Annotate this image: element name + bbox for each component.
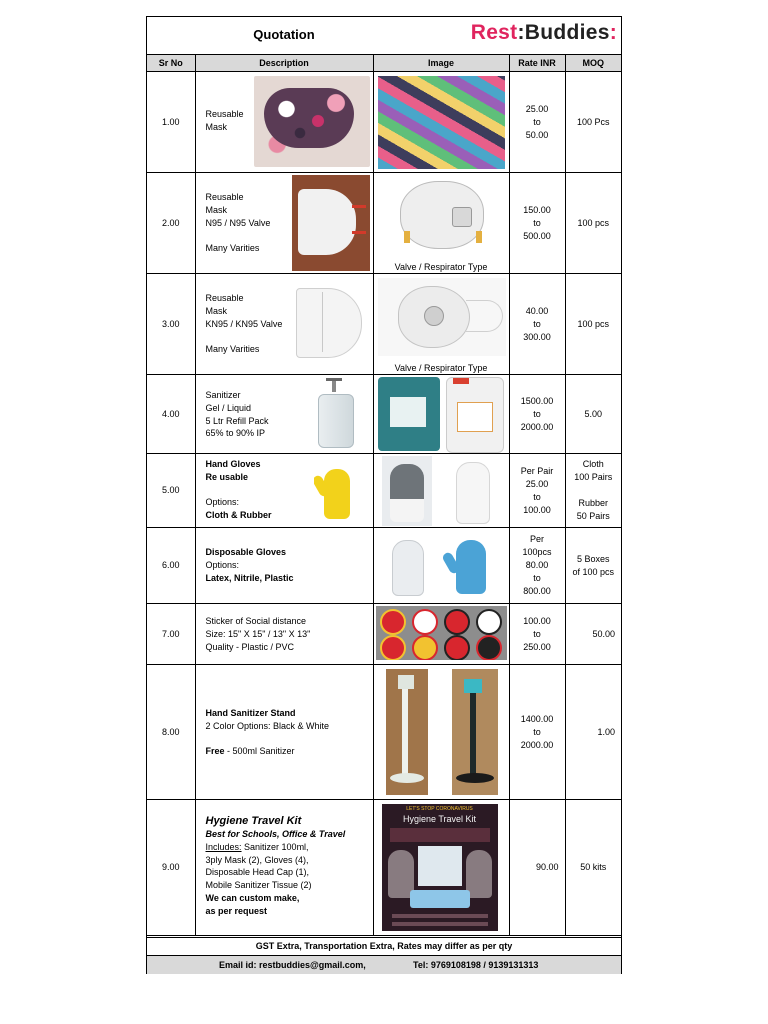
page-title: Quotation xyxy=(253,27,315,42)
image-cell xyxy=(373,72,509,173)
moq-cell: 1.00 xyxy=(565,665,621,800)
description-cell: Reusable Mask KN95 / KN95 Valve Many Varities xyxy=(195,274,373,375)
blue-nitrile-glove-image xyxy=(442,532,500,598)
moq-cell: 50 kits xyxy=(565,800,621,936)
image-cell xyxy=(373,274,509,375)
image-cell xyxy=(373,800,509,936)
image-caption: Valve / Respirator Type xyxy=(394,262,488,272)
sr-no-cell: 1.00 xyxy=(147,72,195,173)
image-cell xyxy=(373,173,509,274)
brand-logo: Rest:Buddies: xyxy=(470,21,617,44)
yellow-rubber-glove-image xyxy=(314,457,358,523)
rate-cell: 100.00 to 250.00 xyxy=(509,604,565,665)
sr-no-cell: 9.00 xyxy=(147,800,195,936)
description-cell: Hygiene Travel Kit Best for Schools, Office & Travel Includes: Sanitizer 100ml, 3ply Mask (2), Gloves (4), Disposable Head Cap (1), Mobile Sanitizer Tissue (2) We can custom make, as per request xyxy=(195,800,373,936)
description-cell: Sticker of Social distance Size: 15" X 15" / 13" X 13" Quality - Plastic / PVC xyxy=(195,604,373,665)
table-row xyxy=(147,454,621,528)
contact-bar xyxy=(147,955,621,974)
rate-cell: Per 100pcs 80.00 to 800.00 xyxy=(509,528,565,604)
plastic-glove-image xyxy=(380,532,436,598)
table-row xyxy=(147,375,621,454)
description-cell: Disposable Gloves Options: Latex, Nitrile, Plastic xyxy=(195,528,373,604)
quotation-sheet xyxy=(146,16,622,974)
image-cell xyxy=(373,528,509,604)
moq-cell: 100 pcs xyxy=(565,173,621,274)
email-text: Email id: restbuddies@gmail.com, xyxy=(219,960,366,970)
white-sanitizer-stand-image xyxy=(386,669,428,795)
sr-no-cell: 8.00 xyxy=(147,665,195,800)
floor-stickers-image xyxy=(376,606,507,660)
sr-no-cell: 3.00 xyxy=(147,274,195,375)
col-sr-no: Sr No xyxy=(147,55,195,72)
white-canister-image xyxy=(446,377,504,453)
table-row xyxy=(147,274,621,375)
rate-cell: 90.00 xyxy=(509,800,565,936)
white-cloth-glove-image xyxy=(446,456,498,526)
moq-cell: Cloth 100 Pairs Rubber 50 Pairs xyxy=(565,454,621,528)
sr-no-cell: 5.00 xyxy=(147,454,195,528)
description-cell: Sanitizer Gel / Liquid 5 Ltr Refill Pack 65% to 90% IP xyxy=(195,375,373,454)
moq-cell: 50.00 xyxy=(565,604,621,665)
table-row xyxy=(147,665,621,800)
sr-no-cell: 2.00 xyxy=(147,173,195,274)
col-image: Image xyxy=(373,55,509,72)
image-cell xyxy=(373,454,509,528)
sr-no-cell: 6.00 xyxy=(147,528,195,604)
n95-mask-image xyxy=(292,175,370,271)
black-sanitizer-stand-image xyxy=(452,669,498,795)
image-cell xyxy=(373,604,509,665)
image-cell xyxy=(373,375,509,454)
quotation-table xyxy=(147,54,621,936)
moq-cell: 100 Pcs xyxy=(565,72,621,173)
table-row xyxy=(147,72,621,173)
sr-no-cell: 4.00 xyxy=(147,375,195,454)
rate-cell: 40.00 to 300.00 xyxy=(509,274,565,375)
moq-cell: 5 Boxes of 100 pcs xyxy=(565,528,621,604)
sheet-header xyxy=(147,17,621,55)
table-row xyxy=(147,173,621,274)
col-moq: MOQ xyxy=(565,55,621,72)
col-rate: Rate INR xyxy=(509,55,565,72)
grey-coated-glove-image xyxy=(382,456,432,526)
rate-cell: 25.00 to 50.00 xyxy=(509,72,565,173)
sr-no-cell: 7.00 xyxy=(147,604,195,665)
moq-cell: 100 pcs xyxy=(565,274,621,375)
description-cell: Reusable Mask xyxy=(195,72,373,173)
description-cell: Hand Sanitizer Stand 2 Color Options: Black & White Free - 500ml Sanitizer xyxy=(195,665,373,800)
description-cell: Reusable Mask N95 / N95 Valve Many Varities xyxy=(195,173,373,274)
footer-note: GST Extra, Transportation Extra, Rates may differ as per qty xyxy=(147,937,621,955)
description-cell: Hand Gloves Re usable Options: Cloth & Rubber xyxy=(195,454,373,528)
rate-cell: Per Pair 25.00 to 100.00 xyxy=(509,454,565,528)
kn95-mask-image xyxy=(292,282,370,366)
col-description: Description xyxy=(195,55,373,72)
floral-mask-image xyxy=(254,76,370,167)
table-row xyxy=(147,800,621,936)
table-row xyxy=(147,604,621,665)
phone-text: Tel: 9769108198 / 9139131313 xyxy=(413,960,539,970)
table-row xyxy=(147,528,621,604)
pump-bottle-image xyxy=(314,378,360,451)
rate-cell: 1500.00 to 2000.00 xyxy=(509,375,565,454)
teal-canister-image xyxy=(378,377,440,451)
table-header-row xyxy=(147,55,621,72)
image-cell xyxy=(373,665,509,800)
image-caption: Valve / Respirator Type xyxy=(394,363,488,373)
moq-cell: 5.00 xyxy=(565,375,621,454)
kn95-valve-mask-image xyxy=(378,278,506,356)
cloth-masks-image xyxy=(378,76,505,169)
kit-title: Hygiene Travel Kit xyxy=(402,814,477,824)
n95-valve-mask-image xyxy=(394,177,490,257)
travel-kit-image: LET'S STOP CORONAVIRUS Hygiene Travel Kit xyxy=(382,804,498,931)
rate-cell: 150.00 to 500.00 xyxy=(509,173,565,274)
rate-cell: 1400.00 to 2000.00 xyxy=(509,665,565,800)
